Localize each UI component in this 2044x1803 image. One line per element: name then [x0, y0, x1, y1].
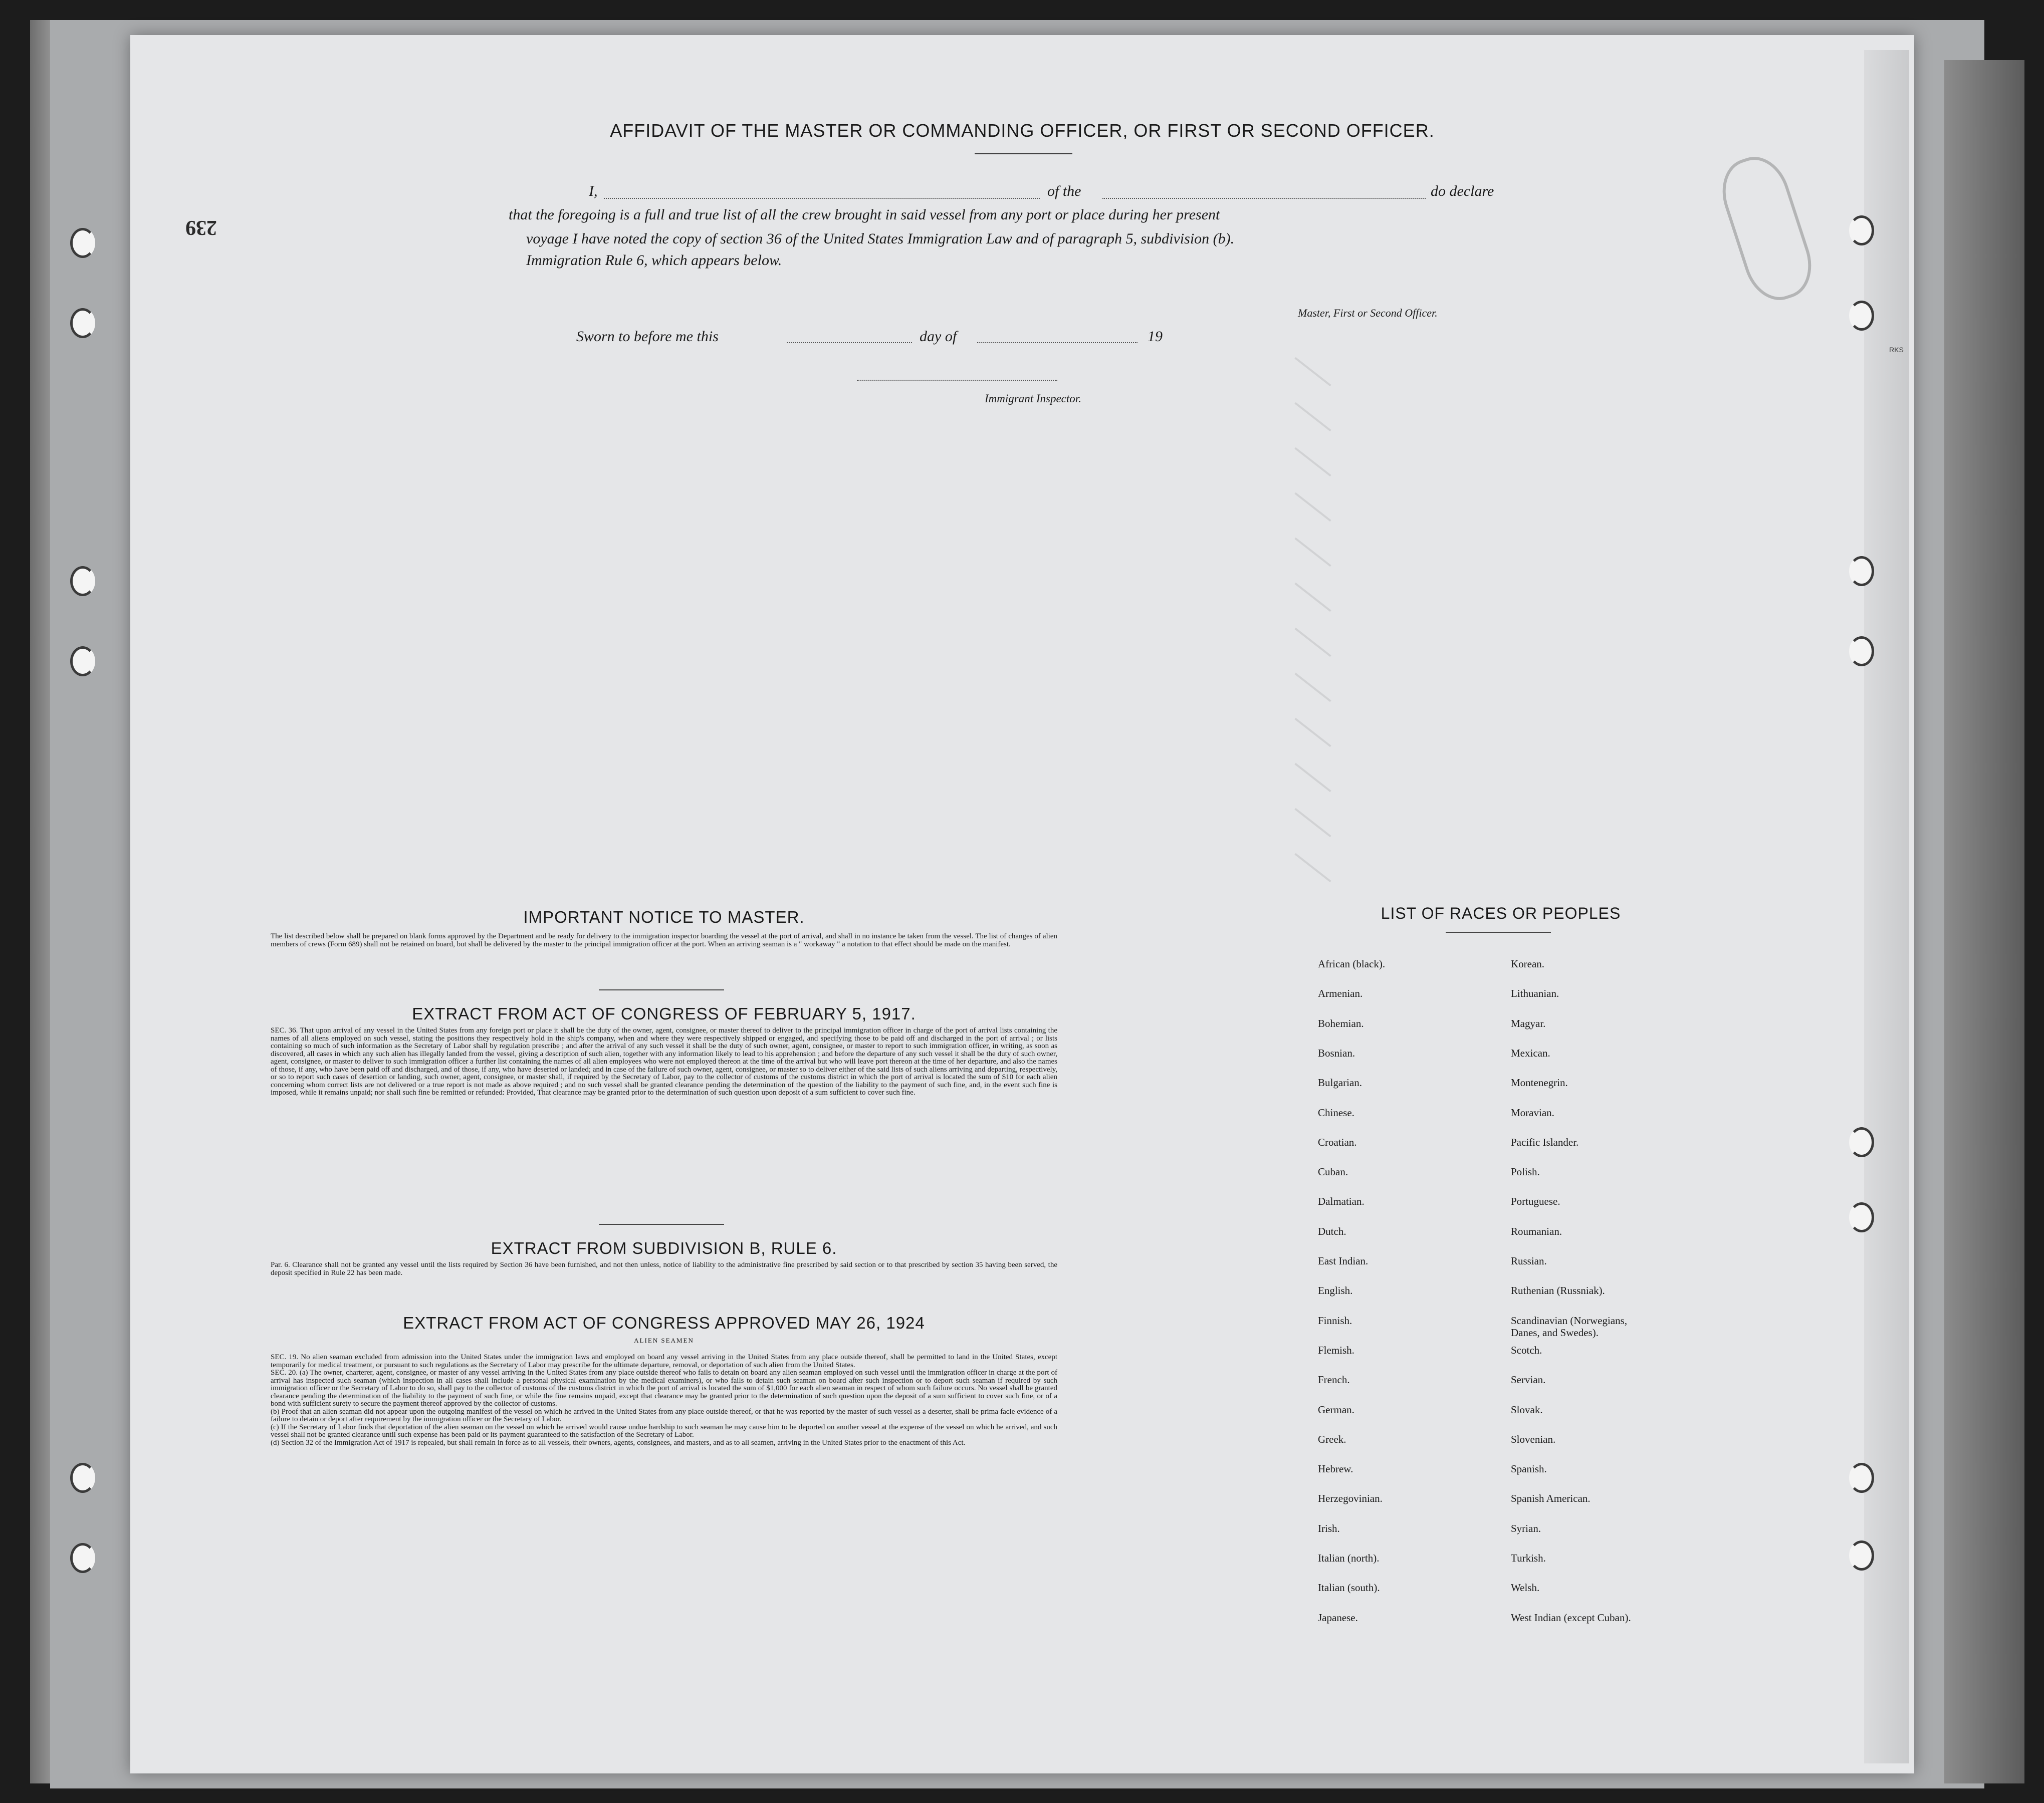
- affidavit-line-3: voyage I have noted the copy of section 36 of the United States Immigration Law and of paragraph 5, subdivision (b).: [526, 230, 1235, 247]
- month-field-line: [977, 342, 1138, 343]
- race-item: Dutch.: [1318, 1225, 1346, 1237]
- binder-hole-icon: [1849, 215, 1874, 245]
- affidavit-of-the: of the: [1047, 183, 1081, 199]
- affidavit-line-2: that the foregoing is a full and true list of all the crew brought in said vessel from any port or place during her present: [509, 206, 1220, 223]
- race-item: Scotch.: [1511, 1344, 1542, 1356]
- race-item: Italian (north).: [1318, 1552, 1380, 1564]
- binder-hole-icon: [1849, 1202, 1874, 1232]
- race-item: Pacific Islander.: [1511, 1136, 1579, 1148]
- race-item: African (black).: [1318, 958, 1386, 970]
- binder-hole-icon: [70, 1463, 95, 1493]
- day-of-label: day of: [920, 328, 957, 345]
- race-item: Italian (south).: [1318, 1582, 1380, 1594]
- binder-hole-icon: [1849, 1540, 1874, 1571]
- race-item: Mexican.: [1511, 1047, 1550, 1059]
- scan-edge-right: [1944, 60, 2024, 1783]
- race-item: Portuguese.: [1511, 1195, 1560, 1207]
- binder-hole-icon: [1849, 1463, 1874, 1493]
- race-item: Roumanian.: [1511, 1225, 1562, 1237]
- race-item: Moravian.: [1511, 1107, 1554, 1119]
- race-item: Syrian.: [1511, 1522, 1541, 1534]
- notice-body: The list described below shall be prepared on blank forms approved by the Department and be ready for delivery to the immigration inspector boarding the vessel at the port of arrival, and shall in no instance be taken from the vessel. The list of changes of alien members of crews (Form 689) shall not be retained on board, but shall be delivered by the master to the principal immigration officer at the port. When an arriving seaman is a " workaway " a notation to that effect should be made on the manifest.: [271, 932, 1057, 948]
- divider: [1446, 932, 1551, 933]
- affidavit-i: I,: [589, 183, 598, 199]
- rule-6-body: Par. 6. Clearance shall not be granted any vessel until the lists required by Section 36 have been furnished, and not then unless, notice of liability to the administrative fine prescribed by said section or to that prescribed by section 35 having been served, the deposit specified in Rule 22 has been made.: [271, 1261, 1057, 1277]
- race-item: Hebrew.: [1318, 1463, 1353, 1475]
- binder-hole-icon: [1849, 1127, 1874, 1157]
- margin-mark: RKS: [1889, 346, 1904, 354]
- race-item: Irish.: [1318, 1522, 1340, 1534]
- race-item: Greek.: [1318, 1433, 1346, 1445]
- binder-hole-icon: [70, 228, 95, 258]
- act-1924-subhead: ALIEN SEAMEN: [634, 1337, 694, 1344]
- race-item: Bohemian.: [1318, 1017, 1364, 1029]
- race-item: Turkish.: [1511, 1552, 1546, 1564]
- day-field-line: [787, 342, 912, 343]
- race-item: Croatian.: [1318, 1136, 1357, 1148]
- divider: [599, 989, 724, 990]
- binder-hole-icon: [1849, 556, 1874, 586]
- binder-hole-icon: [1849, 301, 1874, 331]
- affidavit-do-declare: do declare: [1431, 183, 1494, 199]
- notice-title: IMPORTANT NOTICE TO MASTER.: [523, 908, 805, 926]
- binder-hole-icon: [70, 566, 95, 596]
- act-1924-body: SEC. 19. No alien seaman excluded from admission into the United States under the immigration laws and employed on board any vessel arriving in the United States from any place outside thereof, shall be permitted to land in the United States, except temporarily for medical treatment, or pursuant to such regulations as the Secretary of Labor may prescribe for the ultimate departure, removal, or deportation of such alien from the United States. SEC. 20. (a) The owner, charterer, agent, consignee, or master of any vessel arriving in the United States from any place outside thereof who fails to detain on board any alien seaman employed on such vessel until the immigration officer in charge at the port of arrival has inspected such seaman (which inspection in all cases shall include a personal physical examination by the medical examiners), or who fails to detain such seaman on board after such inspection or to deport such seaman if required by such immigration officer or the Secretary of Labor to do so, shall pay to the collector of customs of the customs district in which the port of arrival is located the sum of $1,000 for each alien seaman in respect of whom such failure occurs. No vessel shall be granted clearance pending the determination of the liability to the payment of such fine, or while the fine remains unpaid, except that clearance may be granted prior to the determination of such question upon the deposit of a sum sufficient to cover such fine, or of a bond with sufficient surety to secure the payment thereof approved by the collector of customs. (b) Proof that an alien seaman did not appear upon the outgoing manifest of the vessel on which he arrived in the United States from any place outside thereof, or that he was reported by the master of such vessel as a deserter, shall be prima facie evidence of a failure to detain or deport after requirement by the immigration officer or the Secretary of Labor. (c) If the Secretary of Labor finds that deportation of the alien seaman on the vessel on which he arrived would cause undue hardship to such seaman he may cause him to be deported on another vessel at the expense of the vessel on which he arrived, and such vessel shall not be granted clearance until such expense has been paid or its payment guaranteed to the satisfaction of the Secretary of Labor. (d) Section 32 of the Immigration Act of 1917 is repealed, but shall remain in force as to all vessels, their owners, agents, consignees, and masters, and as to all seamen, arriving in the United States prior to the enactment of this Act.: [271, 1353, 1057, 1447]
- race-item: Montenegrin.: [1511, 1077, 1568, 1089]
- name-field-line: [604, 198, 1040, 199]
- stamp-number: 239: [185, 216, 217, 239]
- binder-hole-icon: [1849, 636, 1874, 666]
- race-item: Slovenian.: [1511, 1433, 1556, 1445]
- race-item: Finnish.: [1318, 1315, 1352, 1327]
- divider: [599, 1224, 724, 1225]
- divider: [975, 153, 1072, 154]
- race-item: Magyar.: [1511, 1017, 1546, 1029]
- race-item: English.: [1318, 1284, 1353, 1297]
- race-item: Chinese.: [1318, 1107, 1354, 1119]
- race-item: East Indian.: [1318, 1255, 1369, 1267]
- act-1917-title: EXTRACT FROM ACT OF CONGRESS OF FEBRUARY 5, 1917.: [412, 1004, 916, 1023]
- race-item: Japanese.: [1318, 1612, 1358, 1624]
- binder-hole-icon: [70, 1543, 95, 1573]
- race-item: German.: [1318, 1404, 1354, 1416]
- race-item: Spanish American.: [1511, 1492, 1591, 1504]
- races-title: LIST OF RACES OR PEOPLES: [1381, 904, 1621, 922]
- inspector-signature-line: [857, 380, 1057, 381]
- race-item: Spanish.: [1511, 1463, 1547, 1475]
- master-signature-label: Master, First or Second Officer.: [1298, 307, 1438, 319]
- affidavit-line-4: Immigration Rule 6, which appears below.: [526, 252, 782, 269]
- race-item: Herzegovinian.: [1318, 1492, 1383, 1504]
- race-item: Armenian.: [1318, 987, 1363, 999]
- affidavit-title: AFFIDAVIT OF THE MASTER OR COMMANDING OFFICER, OR FIRST OR SECOND OFFICER.: [610, 120, 1435, 141]
- race-item: French.: [1318, 1374, 1350, 1386]
- race-item: Flemish.: [1318, 1344, 1354, 1356]
- binder-hole-icon: [70, 646, 95, 676]
- year-prefix: 19: [1148, 328, 1163, 345]
- race-item: Polish.: [1511, 1166, 1540, 1178]
- race-item: Welsh.: [1511, 1582, 1540, 1594]
- race-item: Scandinavian (Norwegians, Danes, and Swedes).: [1511, 1315, 1628, 1339]
- vessel-field-line: [1102, 198, 1426, 199]
- race-item: Cuban.: [1318, 1166, 1348, 1178]
- race-item: West Indian (except Cuban).: [1511, 1612, 1631, 1624]
- race-item: Bulgarian.: [1318, 1077, 1362, 1089]
- act-1924-title: EXTRACT FROM ACT OF CONGRESS APPROVED MAY 26, 1924: [403, 1314, 925, 1332]
- race-item: Slovak.: [1511, 1404, 1543, 1416]
- rule-6-title: EXTRACT FROM SUBDIVISION B, RULE 6.: [491, 1239, 837, 1257]
- race-item: Bosnian.: [1318, 1047, 1355, 1059]
- race-item: Dalmatian.: [1318, 1195, 1365, 1207]
- inspector-label: Immigrant Inspector.: [985, 392, 1081, 405]
- sworn-label: Sworn to before me this: [576, 328, 719, 345]
- race-item: Russian.: [1511, 1255, 1547, 1267]
- race-item: Korean.: [1511, 958, 1545, 970]
- act-1917-body: SEC. 36. That upon arrival of any vessel in the United States from any foreign port or place it shall be the duty of the owner, agent, consignee, or master thereof to deliver to the principal immigration officer in charge of the port of arrival lists containing the names of all aliens employed on such vessel, stating the positions they respectively hold in the ship's company, when and where they were respectively shipped or engaged, and specifying those to be paid off and discharged in the port of arrival ; or lists containing so much of such information as the Secretary of Labor shall by regulation prescribe ; and after the arrival of any such vessel it shall be the duty of such owner, agent, consignee, or master to report to such immigration officer, in writing, as soon as discovered, all cases in which any such alien has illegally landed from the vessel, giving a description of such alien, together with any information likely to lead to his apprehension ; and before the departure of any such vessel it shall be the duty of such owner, agent, consignee, or master to deliver to such immigration officer a further list containing the names of all alien employees who were not employed thereon at the time of the arrival but who will leave port thereon at the time of her departure, and also the names of those, if any, who have been paid off and discharged, and of those, if any, who have deserted or landed; and in case of the failure of such owner, agent, consignee, or master so to deliver either of the said lists of such aliens arriving and departing, respectively, or so to report such cases of desertion or landing, such owner, agent, consignee, or master shall, if required by the Secretary of Labor, pay to the collector of customs of the customs district in which the port of arrival is located the sum of $10 for each alien concerning whom correct lists are not delivered or a true report is not made as above required ; and no such vessel shall be granted clearance pending the determination of the question of the liability to the payment of such fine, and, in the event such fine is imposed, while it remains unpaid; nor shall such fine be remitted or refunded: Provided, That clearance may be granted prior to the determination of such question upon deposit of a sum sufficient to cover such fine.: [271, 1026, 1057, 1097]
- race-item: Lithuanian.: [1511, 987, 1559, 999]
- race-item: Servian.: [1511, 1374, 1546, 1386]
- race-item: Ruthenian (Russniak).: [1511, 1284, 1605, 1297]
- binder-hole-icon: [70, 308, 95, 338]
